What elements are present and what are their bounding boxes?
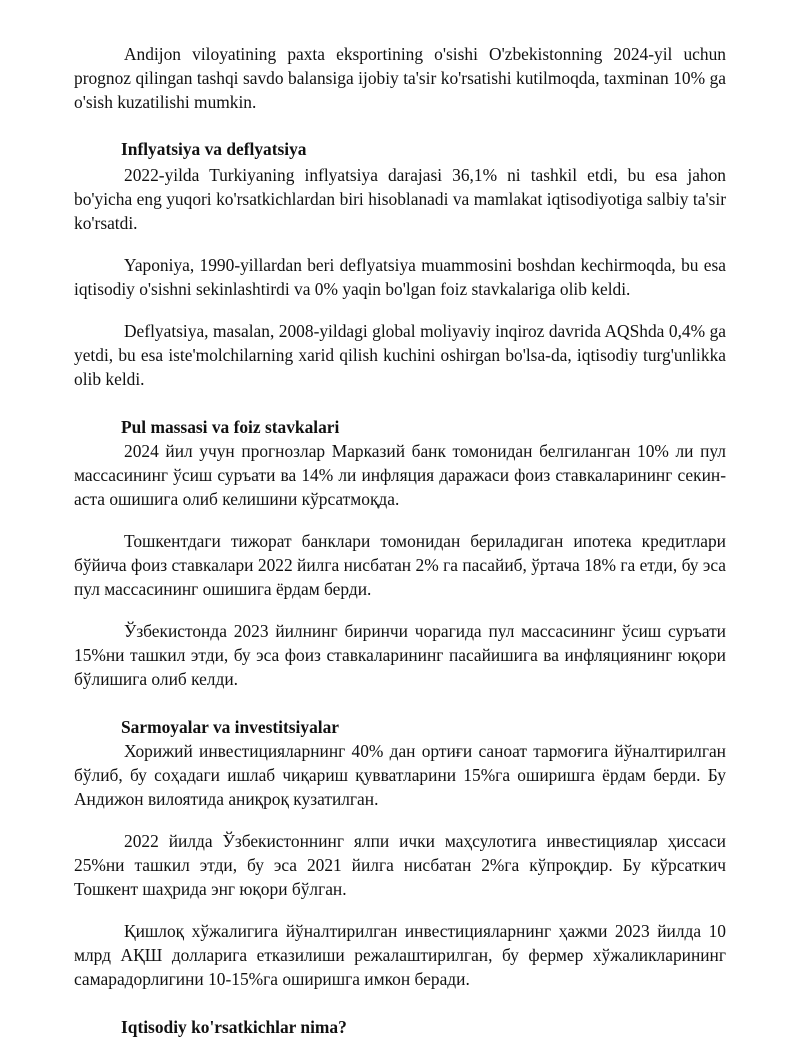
heading-money-supply: Pul massasi va foiz stavkalari — [121, 417, 340, 437]
paragraph-usa-deflation: Deflyatsiya, masalan, 2008-yildagi global moliyaviy inqiroz davrida AQShda 0,4% ga yetdi, bu esa iste'molchilarning xarid qilish kuchini oshirgan bo'lsa-da, iqtisodiy turg'unlikka olib keldi. — [74, 321, 726, 389]
paragraph-japan-deflation: Yaponiya, 1990-yillardan beri deflyatsiya muammosini boshdan kechirmoqda, bu esa iqtisodiy o'sishni sekinlashtirdi va 0% yaqin bo'lgan foiz stavkalariga olib keldi. — [74, 255, 726, 299]
paragraph-foreign-investment: Хорижий инвестицияларнинг 40% дан ортиғи саноат тармоғига йўналтирилган бўлиб, бу соҳадаги ишлаб чиқариш қувватларини 15%га оширишга ёрдам берди. Бу Андижон вилоятида аниқроқ кузатилган. — [74, 741, 726, 809]
paragraph-uzbekistan-money-growth: Ўзбекистонда 2023 йилнинг биринчи чорагида пул массасининг ўсиш суръати 15%ни ташкил этди, бу эса фоиз ставкаларининг пасайишига ва инфляциянинг юқори бўлишига олиб келди. — [74, 621, 726, 689]
heading-inflation: Inflyatsiya va deflyatsiya — [121, 139, 307, 159]
paragraph-andijon-cotton: Andijon viloyatining paxta eksportining o'sishi O'zbekistonning 2024-yil uchun prognoz qilingan tashqi savdo balansiga ijobiy ta'sir ko'rsatishi kutilmoqda, taxminan 10% ga o'sish kuzatilishi mumkin. — [74, 44, 726, 112]
paragraph-turkey-inflation: 2022-yilda Turkiyaning inflyatsiya darajasi 36,1% ni tashkil etdi, bu esa jahon bo'yicha eng yuqori ko'rsatkichlardan biri hisoblanadi va mamlakat iqtisodiyotiga salbiy ta'sir ko'rsatdi. — [74, 165, 726, 233]
paragraph-2024-forecast: 2024 йил учун прогнозлар Марказий банк томонидан белгиланган 10% ли пул массасининг ўсиш суръати ва 14% ли инфляция даражаси фоиз ставкаларининг секин-аста ошишига олиб келишини кўрсатмоқда. — [74, 441, 726, 509]
heading-economic-indicators: Iqtisodiy ko'rsatkichlar nima? — [121, 1017, 347, 1037]
paragraph-gdp-investment: 2022 йилда Ўзбекистоннинг ялпи ички маҳсулотига инвестициялар ҳиссаси 25%ни ташкил этди, бу эса 2021 йилга нисбатан 2%га кўпроқдир. Бу кўрсаткич Тошкент шаҳрида энг юқори бўлган. — [74, 831, 726, 899]
paragraph-agriculture-investment: Қишлоқ хўжалигига йўналтирилган инвестицияларнинг ҳажми 2023 йилда 10 млрд АҚШ долларига етказилиши режалаштирилган, бу фермер хўжаликларининг самарадорлигини 10-15%га оширишга имкон беради. — [74, 921, 726, 989]
paragraph-tashkent-mortgage: Тошкентдаги тижорат банклари томонидан бериладиган ипотека кредитлари бўйича фоиз ставкалари 2022 йилга нисбатан 2% га пасайиб, ўртача 18% га етди, бу эса пул массасининг ошишига ёрдам берди. — [74, 531, 726, 599]
document-body — [74, 42, 726, 1039]
heading-investments: Sarmoyalar va investitsiyalar — [121, 717, 340, 737]
